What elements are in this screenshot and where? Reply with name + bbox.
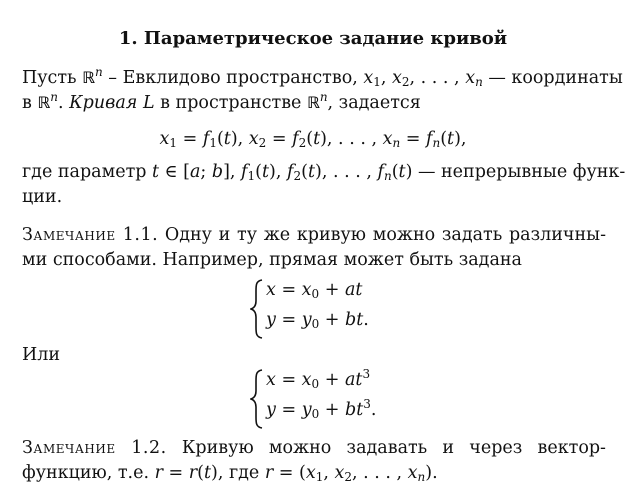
text-span: — координаты xyxy=(482,68,623,88)
text-span: функцию, т.е. xyxy=(22,463,155,483)
paragraph-line xyxy=(22,92,421,114)
remark-label: Замечание 1.2. xyxy=(22,438,167,458)
math-L: L xyxy=(142,93,155,113)
remark-line xyxy=(22,224,606,246)
paragraph-line: ции. xyxy=(22,187,63,207)
text-span: в пространстве xyxy=(154,93,307,113)
math-coords: $x_1$, $x_2$, . . . , $x_n$ xyxy=(363,68,483,89)
paragraph-line xyxy=(22,65,623,89)
math-r-vector: $r = (x_1$, $x_2$, . . . , $x_n$). xyxy=(264,463,438,484)
text-span: , где xyxy=(217,463,265,483)
equation-line: $x = x_0$ + at xyxy=(266,280,363,301)
text-span: Пусть xyxy=(22,68,83,88)
paragraph-line xyxy=(22,161,626,183)
text-span: в xyxy=(22,93,38,113)
math-sup: n xyxy=(50,90,58,104)
equation-system xyxy=(250,279,390,339)
equation-line: $y = y_0 + bt^3$. xyxy=(266,397,377,421)
text-span: . xyxy=(57,93,70,113)
text-span: – Евклидово пространство, xyxy=(102,68,364,88)
math-r: r = r(t) xyxy=(154,463,218,483)
left-brace xyxy=(250,279,264,339)
text-span: — непрерывные функ- xyxy=(412,162,626,182)
math-param: t ∈ [a; b], $f_1(t)$, $f_2(t)$, . . . , $f_n(t)$ xyxy=(152,162,413,183)
section-title: 1. Параметрическое задание кривой xyxy=(118,28,508,49)
text-span: , задается xyxy=(327,93,421,113)
equation-system xyxy=(250,369,400,429)
text-span: Одну и ту же кривую можно задать различны- xyxy=(158,225,606,245)
equation-line: $y = y_0$ + bt. xyxy=(266,310,369,331)
display-equation: $x_1 = f_1(t)$, $x_2 = f_2(t)$, . . . , $x_n = f_n(t)$, xyxy=(159,129,467,150)
math-sup: n xyxy=(94,65,103,79)
connector-text: Или xyxy=(22,345,61,365)
math-rn: ℝ xyxy=(306,93,320,112)
term-curve: Кривая xyxy=(69,93,138,113)
text-span: Кривую можно задавать и через вектор- xyxy=(166,438,606,458)
equation-line: $x = x_0 + at^3$ xyxy=(266,367,371,391)
math-sup: n xyxy=(319,90,328,104)
remark-line xyxy=(22,462,438,484)
math-rn: ℝ xyxy=(82,68,95,87)
text-span: где параметр xyxy=(22,162,153,182)
left-brace xyxy=(250,369,264,429)
remark-line: ми способами. Например, прямая может быть задана xyxy=(22,250,522,270)
remark-line xyxy=(22,437,606,459)
math-rn: ℝ xyxy=(37,93,51,112)
remark-label: Замечание 1.1. xyxy=(22,225,159,245)
